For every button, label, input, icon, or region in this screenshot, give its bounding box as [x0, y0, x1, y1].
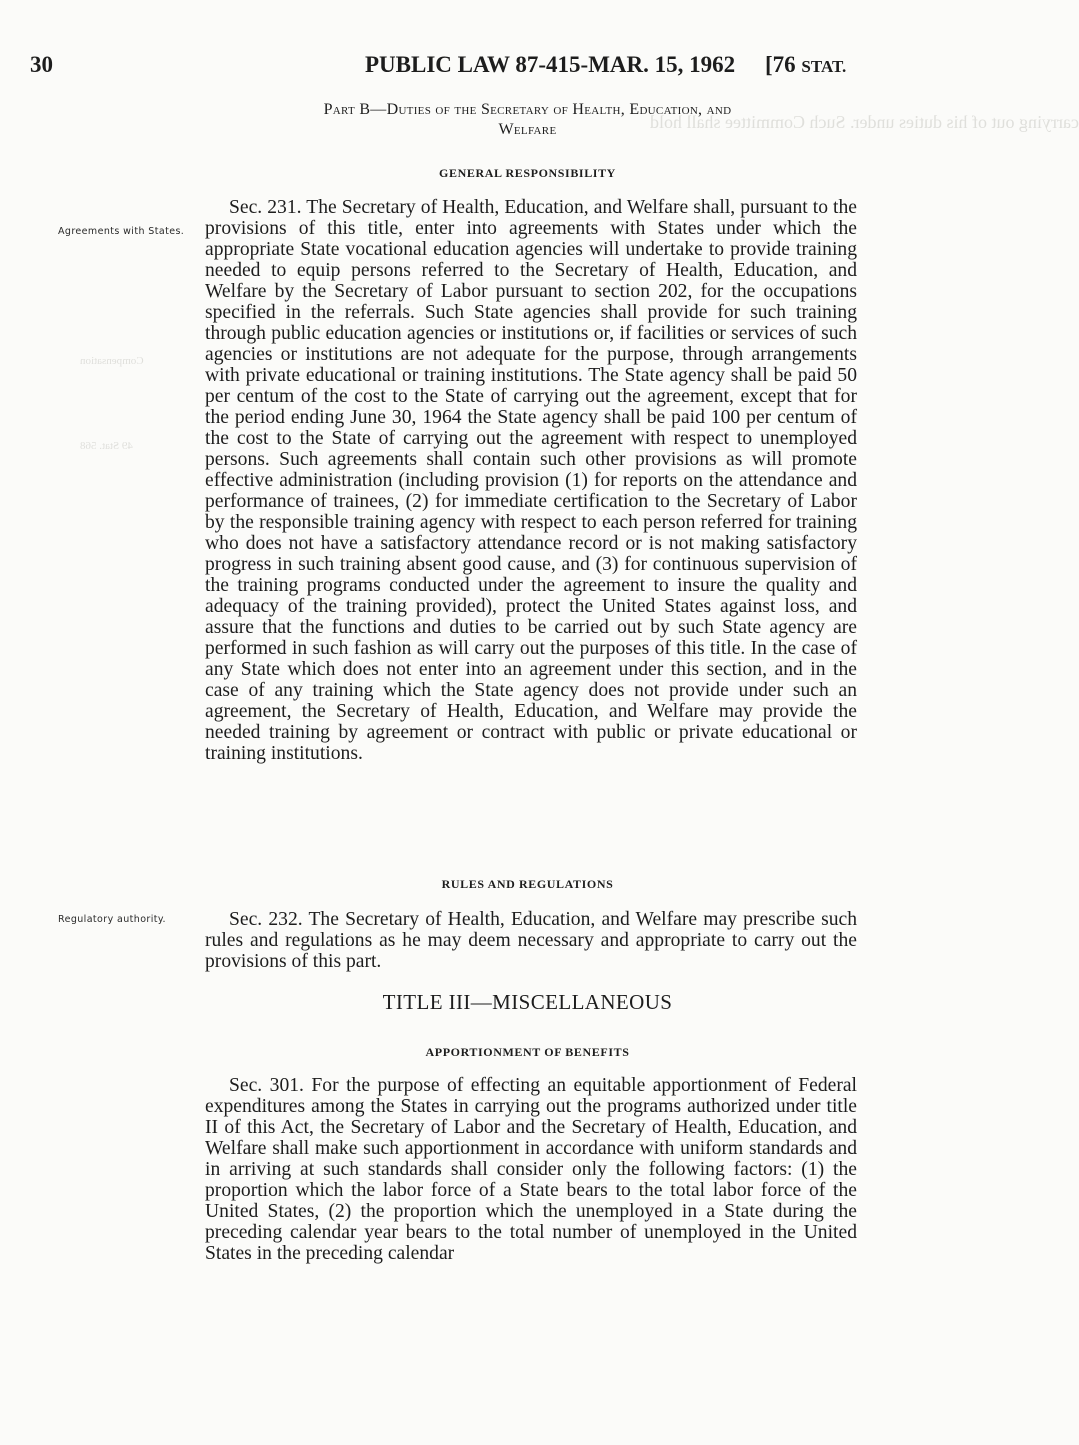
- bleed-through-note: Compensation: [80, 355, 144, 367]
- margin-note-regulatory: Regulatory authority.: [58, 914, 166, 925]
- general-responsibility-heading: GENERAL RESPONSIBILITY: [439, 166, 616, 180]
- statute-label: STAT.: [801, 57, 847, 76]
- rules-heading: RULES AND REGULATIONS: [441, 877, 614, 891]
- bleed-through-text: carrying out of his duties under. Such Committee shall hold: [650, 112, 1079, 132]
- section-301-text: Sec. 301. For the purpose of effecting an equitable apportionment of Federal expenditures among the States in carrying out the programs authorized under title II of this Act, the Secretary of Labor and the Secretary of Health, Education, and Welfare shall make such apportionment in accordance with uniform standards and in arriving at such standards shall consider only the following factors: (1) the proportion which the labor force of a State bears to the total labor force of the United States, (2) the proportion which the unemployed in a State during the preceding calendar year bears to the total number of unemployed in the United States in the preceding calendar: [205, 1075, 857, 1264]
- title-iii-heading: TITLE III—MISCELLANEOUS: [382, 990, 673, 1014]
- statute-reference: [765, 52, 846, 78]
- margin-note-agreements: Agreements with States.: [58, 226, 185, 237]
- part-heading: [205, 100, 850, 140]
- part-heading-line2: Welfare: [498, 121, 557, 138]
- part-heading-line1: Part B—Duties of the Secretary of Health, Education, and: [323, 101, 732, 118]
- law-title: PUBLIC LAW 87-415-MAR. 15, 1962: [365, 52, 736, 77]
- statute-volume: [76: [765, 52, 796, 77]
- apportionment-heading: APPORTIONMENT OF BENEFITS: [425, 1045, 630, 1059]
- page-number: 30: [30, 52, 53, 77]
- running-head: [0, 52, 951, 82]
- section-231-text: Sec. 231. The Secretary of Health, Education, and Welfare shall, pursuant to the provisions of this title, enter into agreements with States under which the appropriate State vocational education agencies will undertake to provide training needed to equip persons referred to the Secretary of Health, Education, and Welfare by the Secretary of Labor pursuant to section 202, for the occupations specified in the referrals. Such State agencies shall provide for such training through public education agencies or institutions or, if facilities or services of such agencies or institutions are not adequate for the purpose, through arrangements with private educational or training institutions. The State agency shall be paid 50 per centum of the cost to the State of carrying out the agreement, except that for the period ending June 30, 1964 the State agency shall be paid 100 per centum of the cost to the State of carrying out the agreement with respect to unemployed persons. Such agreements shall contain such other provisions as will promote effective administration (including provision (1) for reports on the attendance and performance of trainees, (2) for immediate certification to the Secretary of Labor by the responsible training agency with respect to each person referred for training who does not have a satisfactory attendance record or is not making satisfactory progress in such training absent good cause, and (3) for continuous supervision of the training programs conducted under the agreement to insure the quality and adequacy of the training provided), protect the United States against loss, and assure that the functions and duties to be carried out by such State agency are performed in such fashion as will carry out the purposes of this title. In the case of any State which does not enter into an agreement under this section, and in the case of any training which the State agency does not provide under such an agreement, the Secretary of Health, Education, and Welfare may provide the needed training by agreement or contract with public or private educational or training institutions.: [205, 197, 857, 764]
- section-232-text: Sec. 232. The Secretary of Health, Education, and Welfare may prescribe such rules and regulations as he may deem necessary and appropriate to carry out the provisions of this part.: [205, 909, 857, 972]
- bleed-through-note: 49 Stat. 568: [80, 440, 133, 452]
